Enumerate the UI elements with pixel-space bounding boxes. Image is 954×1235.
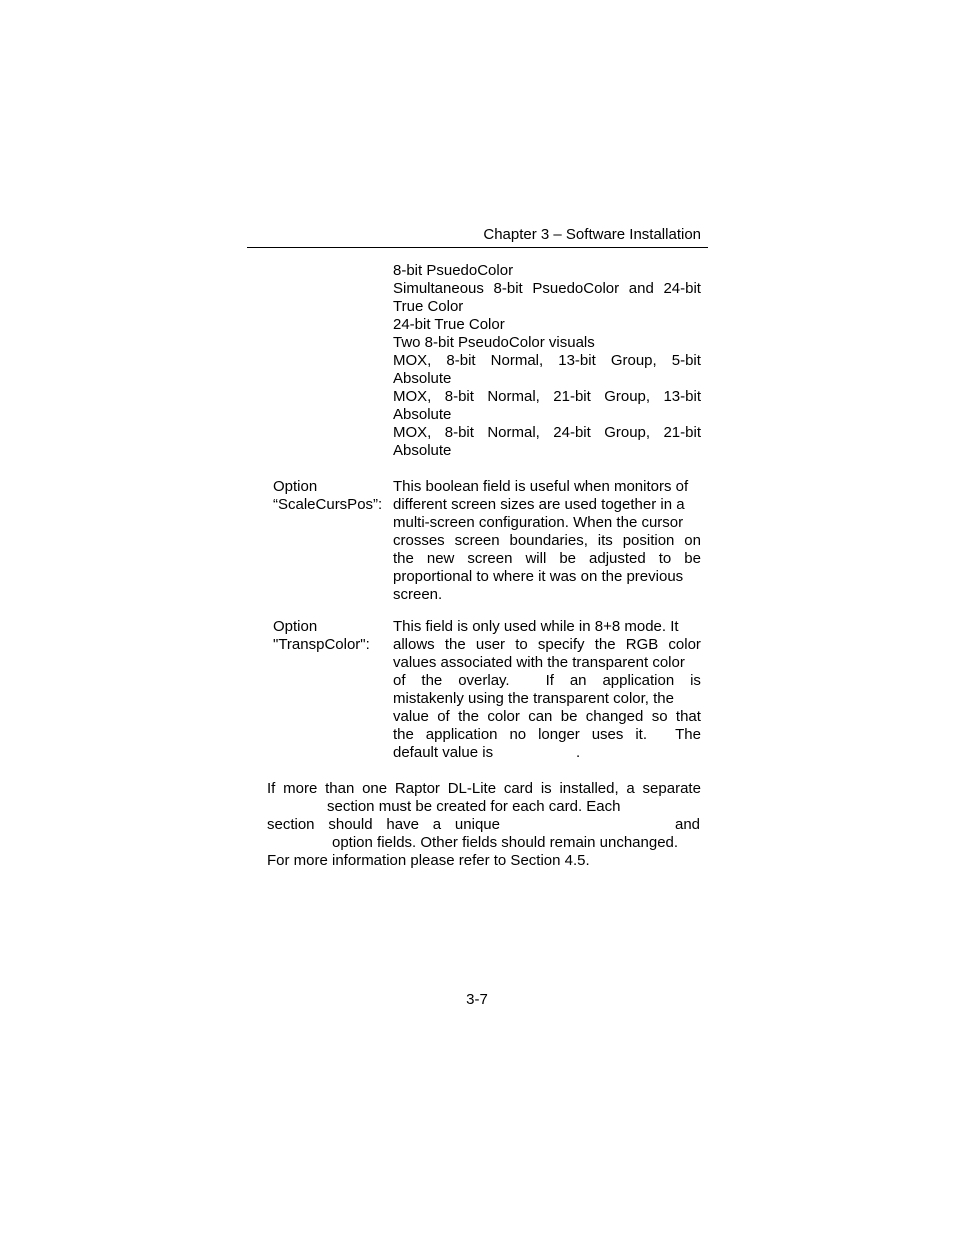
- para-word: one: [362, 780, 388, 797]
- desc-word: value: [393, 708, 429, 725]
- paragraph-line: option fields. Other fields should remain unchanged.: [332, 834, 679, 851]
- desc-word: the: [444, 636, 466, 653]
- desc-word: is: [690, 672, 701, 689]
- list-word: 24-bit: [663, 280, 701, 297]
- paragraph-line: [267, 780, 701, 798]
- desc-word: will: [525, 550, 547, 567]
- list-word: 8-bit: [493, 280, 523, 297]
- list-word: 5-bit: [671, 352, 701, 369]
- option-description-line: default value is: [393, 744, 494, 761]
- desc-word: color: [668, 636, 701, 653]
- list-word: 21-bit: [553, 388, 591, 405]
- desc-word: be: [559, 550, 577, 567]
- desc-word: new: [426, 550, 455, 567]
- para-word: unique: [454, 816, 500, 833]
- option-description-line: values associated with the transparent color: [393, 654, 685, 671]
- option-description-line: [393, 532, 701, 550]
- para-word: If: [267, 780, 276, 797]
- desc-word: The: [675, 726, 701, 743]
- desc-word: an: [569, 672, 587, 689]
- desc-word: uses: [591, 726, 624, 743]
- para-word: card: [503, 780, 534, 797]
- option-description-line: [393, 636, 701, 654]
- desc-word: changed: [585, 708, 644, 725]
- list-word: Group,: [610, 352, 657, 369]
- desc-word: application: [425, 726, 498, 743]
- para-word: section: [267, 816, 315, 833]
- desc-word: position: [622, 532, 675, 549]
- desc-word: adjusted: [589, 550, 646, 567]
- desc-word: color: [487, 708, 520, 725]
- desc-word: be: [684, 550, 701, 567]
- desc-word: the: [594, 636, 616, 653]
- list-word: Normal,: [487, 424, 540, 441]
- desc-word: of: [393, 672, 406, 689]
- para-word: should: [328, 816, 373, 833]
- list-word: Normal,: [490, 352, 544, 369]
- desc-word: longer: [538, 726, 580, 743]
- desc-word: of: [437, 708, 450, 725]
- option-name: "TranspColor":: [273, 636, 370, 653]
- option-label: Option: [273, 618, 318, 635]
- option-description-line: This boolean field is useful when monitors of: [393, 478, 689, 495]
- desc-word: crosses: [393, 532, 445, 549]
- desc-word: the: [393, 550, 414, 567]
- desc-word: can: [528, 708, 553, 725]
- desc-word: user: [475, 636, 506, 653]
- option-description-line: This field is only used while in 8+8 mode. It: [393, 618, 679, 635]
- desc-word: allows: [393, 636, 435, 653]
- para-word: is: [540, 780, 552, 797]
- para-word: DL-Lite: [447, 780, 497, 797]
- list-word: MOX,: [393, 424, 432, 441]
- desc-word: [526, 672, 530, 690]
- list-item: [393, 352, 701, 370]
- list-word: 13-bit: [558, 352, 596, 369]
- desc-word: so: [651, 708, 668, 725]
- list-item: True Color: [393, 298, 464, 315]
- desc-word: be: [560, 708, 578, 725]
- list-item: Absolute: [393, 406, 452, 423]
- list-word: PsuedoColor: [532, 280, 620, 297]
- desc-word: to: [515, 636, 528, 653]
- header-rule: [247, 247, 708, 248]
- desc-word: overlay.: [458, 672, 510, 689]
- option-description-line: proportional to where it was on the previous: [393, 568, 684, 585]
- desc-word: boundaries,: [509, 532, 588, 549]
- page-number: 3-7: [466, 991, 488, 1008]
- para-word: have: [386, 816, 419, 833]
- para-word: a: [626, 780, 635, 797]
- para-word: than: [325, 780, 355, 797]
- option-description-line: different screen sizes are used together in a: [393, 496, 685, 513]
- option-description-line: screen.: [393, 586, 443, 603]
- para-word: separate: [642, 780, 701, 797]
- list-word: 13-bit: [663, 388, 701, 405]
- option-label: Option: [273, 478, 318, 495]
- list-word: 21-bit: [663, 424, 701, 441]
- list-item: [393, 280, 701, 298]
- list-item: [393, 388, 701, 406]
- paragraph-line: section must be created for each card. Each: [327, 798, 621, 815]
- desc-word: its: [597, 532, 613, 549]
- option-description-line: [393, 550, 701, 568]
- desc-word: it.: [635, 726, 648, 743]
- desc-word: application: [602, 672, 675, 689]
- desc-word: [659, 726, 663, 744]
- desc-word: If: [545, 672, 554, 689]
- desc-word: the: [421, 672, 443, 689]
- paragraph-line: For more information please refer to Section 4.5.: [267, 852, 590, 869]
- para-word: more: [283, 780, 318, 797]
- list-word: Normal,: [487, 388, 540, 405]
- option-description-period: .: [576, 744, 581, 761]
- desc-word: specify: [537, 636, 585, 653]
- list-word: 24-bit: [553, 424, 591, 441]
- para-word: Raptor: [394, 780, 440, 797]
- list-item: Two 8-bit PseudoColor visuals: [393, 334, 595, 351]
- desc-word: RGB: [625, 636, 659, 653]
- option-name: “ScaleCursPos”:: [273, 496, 383, 513]
- list-word: and: [628, 280, 654, 297]
- option-description-line: [393, 708, 701, 726]
- list-item: 8-bit PsuedoColor: [393, 262, 514, 279]
- list-word: MOX,: [393, 388, 432, 405]
- para-word: installed,: [559, 780, 619, 797]
- desc-word: screen: [467, 550, 513, 567]
- desc-word: the: [458, 708, 479, 725]
- list-item: 24-bit True Color: [393, 316, 505, 333]
- list-item: Absolute: [393, 370, 452, 387]
- list-word: 8-bit: [446, 352, 476, 369]
- list-word: 8-bit: [444, 424, 474, 441]
- list-word: MOX,: [393, 352, 432, 369]
- paragraph-line: [267, 816, 500, 834]
- option-description-line: mistakenly using the transparent color, the: [393, 690, 674, 707]
- option-description-line: [393, 726, 701, 744]
- list-item: [393, 424, 701, 442]
- list-word: Group,: [604, 424, 651, 441]
- option-description-line: multi-screen configuration. When the cursor: [393, 514, 684, 531]
- chapter-header: Chapter 3 – Software Installation: [483, 226, 701, 243]
- list-word: Simultaneous: [393, 280, 484, 297]
- list-item: Absolute: [393, 442, 452, 459]
- desc-word: the: [393, 726, 414, 743]
- para-word: a: [432, 816, 442, 833]
- desc-word: screen: [454, 532, 500, 549]
- desc-word: on: [684, 532, 701, 549]
- desc-word: that: [675, 708, 701, 725]
- desc-word: no: [509, 726, 527, 743]
- list-word: Group,: [604, 388, 651, 405]
- paragraph-word-and: and: [675, 816, 701, 833]
- desc-word: to: [658, 550, 672, 567]
- list-word: 8-bit: [444, 388, 474, 405]
- option-description-line: [393, 672, 701, 690]
